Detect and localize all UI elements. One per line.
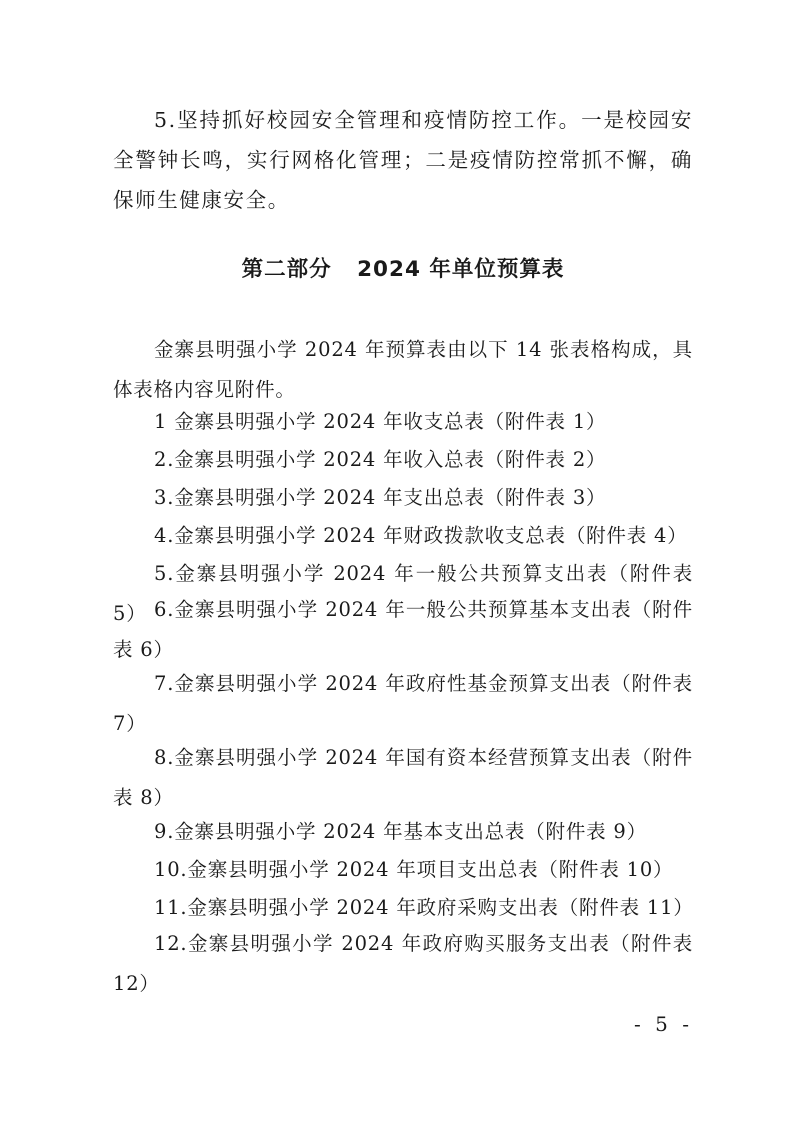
list-item: 7.金寨县明强小学 2024 年政府性基金预算支出表（附件表 7）: [113, 672, 693, 735]
intro-paragraph: 金寨县明强小学 2024 年预算表由以下 14 张表格构成，具体表格内容见附件。: [113, 338, 693, 401]
section-5-paragraph: 5.坚持抓好校园安全管理和疫情防控工作。一是校园安全警钟长鸣，实行网格化管理；二是疫情防控常抓不懈，确保师生健康安全。: [113, 108, 693, 212]
part-two-heading: 第二部分 2024 年单位预算表: [241, 257, 565, 282]
list-item: 11.金寨县明强小学 2024 年政府采购支出表（附件表 11）: [154, 896, 694, 919]
list-item: 6.金寨县明强小学 2024 年一般公共预算基本支出表（附件表 6）: [113, 598, 693, 661]
list-item: 5.金寨县明强小学 2024 年一般公共预算支出表（附件表 5）: [113, 562, 693, 625]
list-item: 3.金寨县明强小学 2024 年支出总表（附件表 3）: [154, 486, 607, 509]
list-item: 4.金寨县明强小学 2024 年财政拨款收支总表（附件表 4）: [154, 524, 688, 547]
list-item: 12.金寨县明强小学 2024 年政府购买服务支出表（附件表 12）: [113, 932, 693, 995]
list-item: 9.金寨县明强小学 2024 年基本支出总表（附件表 9）: [154, 820, 647, 843]
list-item: 10.金寨县明强小学 2024 年项目支出总表（附件表 10）: [154, 858, 674, 881]
list-item: 8.金寨县明强小学 2024 年国有资本经营预算支出表（附件表 8）: [113, 746, 693, 809]
page-number: - 5 -: [634, 1012, 693, 1036]
list-item: 2.金寨县明强小学 2024 年收入总表（附件表 2）: [154, 448, 607, 471]
list-item: 1 金寨县明强小学 2024 年收支总表（附件表 1）: [154, 410, 607, 433]
